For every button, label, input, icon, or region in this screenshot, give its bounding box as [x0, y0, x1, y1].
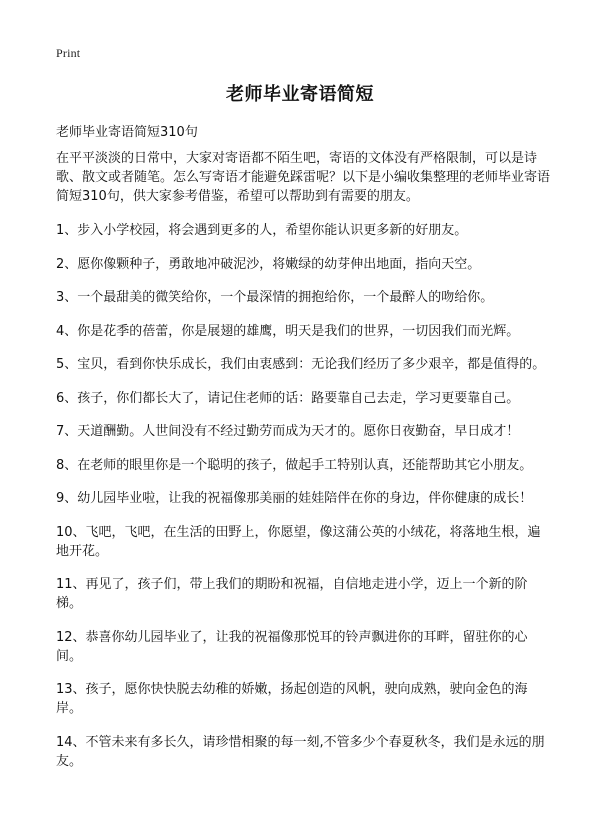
- list-item: 6、孩子，你们都长大了，请记住老师的话：路要靠自己去走，学习更要靠自己。: [56, 390, 520, 406]
- list-item: 13、孩子，愿你快快脱去幼稚的娇嫩，扬起创造的风帆，驶向成熟，驶向金色的海岸。: [56, 682, 528, 716]
- list-item: 4、你是花季的蓓蕾，你是展翅的雄鹰，明天是我们的世界，一切因我们而光辉。: [56, 323, 520, 339]
- list-item: 8、在老师的眼里你是一个聪明的孩子，做起手工特别认真，还能帮助其它小朋友。: [56, 457, 533, 473]
- list-item: 3、一个最甜美的微笑给你，一个最深情的拥抱给你，一个最醉人的吻给你。: [56, 290, 494, 305]
- list-item: 14、不管未来有多长久，请珍惜相聚的每一刻,不管多少个春夏秋冬，我们是永远的朋友。: [56, 734, 545, 769]
- list-item: 1、步入小学校园，将会遇到更多的人，希望你能认识更多新的好朋友。: [56, 223, 468, 238]
- article-body: [56, 149, 552, 785]
- list-item: 10、飞吧，飞吧，在生活的田野上，你愿望，像这蒲公英的小绒花，将落地生根，遍地开花。: [56, 524, 541, 559]
- list-item: 9、幼儿园毕业啦，让我的祝福像那美丽的娃娃陪伴在你的身边，伴你健康的成长！: [56, 491, 533, 506]
- page-title: 老师毕业寄语简短: [226, 84, 374, 105]
- list-item: 12、恭喜你幼儿园毕业了，让我的祝福像那悦耳的铃声飘进你的耳畔，留驻你的心间。: [56, 629, 528, 664]
- list-item: 5、宝贝，看到你快乐成长，我们由衷感到：无论我们经历了多少艰辛，都是值得的。: [56, 357, 546, 372]
- print-link[interactable]: Print: [56, 46, 81, 60]
- list-item: 7、天道酬勤。人世间没有不经过勤劳而成为天才的。愿你日夜勤奋，早日成才！: [56, 424, 520, 439]
- list-item: 11、再见了，孩子们，带上我们的期盼和祝福，自信地走进小学，迈上一个新的阶梯。: [56, 577, 528, 611]
- article-subtitle: 老师毕业寄语简短310句: [56, 125, 198, 140]
- list-item: 2、愿你像颗种子，勇敢地冲破泥沙，将嫩绿的幼芽伸出地面，指向天空。: [56, 256, 481, 272]
- intro-paragraph: 在平平淡淡的日常中，大家对寄语都不陌生吧，寄语的文体没有严格限制，可以是诗歌、散文或者随笔。怎么写寄语才能避免踩雷呢？以下是小编收集整理的老师毕业寄语简短310句，供大家参考借鉴，希望可以帮助到有需要的朋友。: [56, 151, 551, 204]
